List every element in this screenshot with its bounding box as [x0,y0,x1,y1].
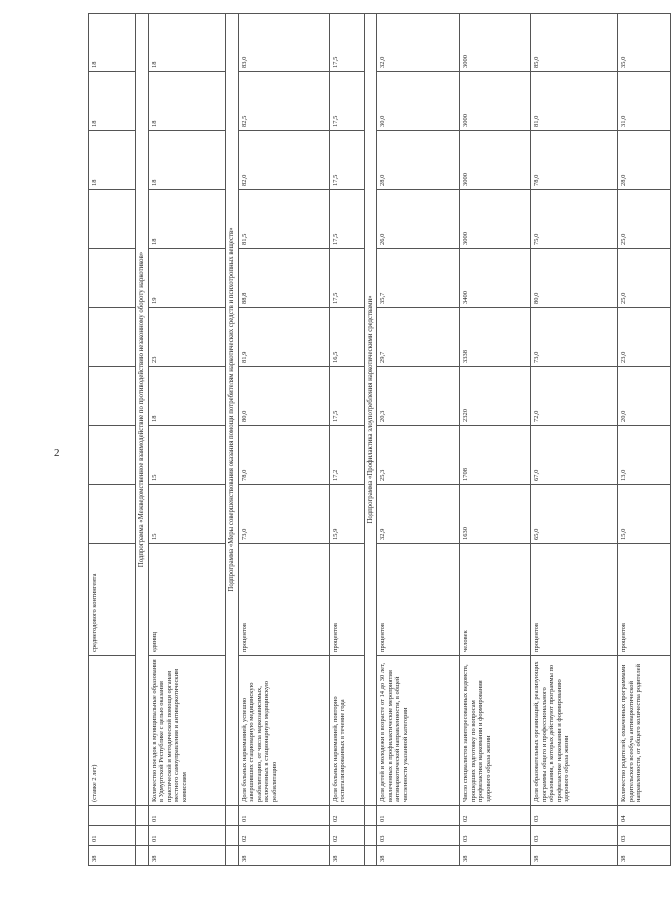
value-cell: 31,0 [618,72,671,131]
table-row [618,14,671,866]
sp-code: 03 [460,826,531,846]
value-cell: 3000 [460,131,531,190]
indicator-code: 03 [531,806,618,826]
value-cell: 65,0 [531,485,618,544]
value-cell: 15 [148,485,225,544]
value-cell: 32,0 [377,14,460,72]
value-cell: 28,0 [377,131,460,190]
value-cell: 1708 [460,426,531,485]
value-cell: 17,5 [329,367,364,426]
value-cell: 29,7 [377,308,460,367]
subprogram-title: Подпрограмма «Профилактика злоупотребления наркотическими средствами» [364,14,377,806]
value-cell: 25,0 [618,249,671,308]
value-cell: 26,0 [377,190,460,249]
value-cell: 1630 [460,485,531,544]
sp-code: 02 [329,826,364,846]
table-row [460,14,531,866]
value-cell: 18 [148,72,225,131]
value-cell: 82,5 [238,72,329,131]
value-cell: 15,9 [329,485,364,544]
gp-code: 38 [377,846,460,866]
value-cell: 18 [89,14,136,72]
value-cell: 15,0 [618,485,671,544]
value-cell: 18 [89,131,136,190]
value-cell: 75,0 [531,190,618,249]
unit: процентов [329,544,364,656]
value-cell: 17,5 [329,190,364,249]
table-row [238,14,329,866]
value-cell: 80,0 [531,249,618,308]
indicator-table [88,14,643,866]
gp-code: 38 [460,846,531,866]
indicator-name: Количество родителей, охваченных программами родительского всеобуча антинаркотической направленности, от общего количества родителей [618,656,671,806]
value-cell: 78,0 [531,131,618,190]
indicator-code: 02 [329,806,364,826]
indicator-name: Доля детей и молодежи в возрасте от 14 до 30 лет, вовлеченных в профилактические мероприятия антинаркотической направленности, в общей численности указанной категории [377,656,460,806]
value-cell: 18 [148,190,225,249]
table-row [329,14,364,866]
gp-code: 38 [618,846,671,866]
value-cell: 80,0 [238,367,329,426]
value-cell: 16,5 [329,308,364,367]
value-cell: 30,0 [377,72,460,131]
page-number: 2 [54,447,60,459]
unit: процентов [531,544,618,656]
value-cell: 35,0 [618,14,671,72]
value-cell: 17,5 [329,14,364,72]
unit: единиц [148,544,225,656]
value-cell [89,308,136,367]
value-cell: 17,5 [329,72,364,131]
gp-code: 38 [89,846,136,866]
indicator-name: Количество поездок в муниципальные образования в Удмуртской Республике с целью оказания практической и методической помощи органам местного самоуправления и антинаркотическим комиссиям [148,656,225,806]
gp-code: 38 [148,846,225,866]
value-cell: 78,0 [238,426,329,485]
value-cell: 73,0 [238,485,329,544]
value-cell: 81,5 [238,190,329,249]
value-cell: 17,5 [329,131,364,190]
value-cell: 17,2 [329,426,364,485]
value-cell: 67,0 [531,426,618,485]
value-cell: 32,9 [377,485,460,544]
value-cell: 18 [89,72,136,131]
indicator-code: 01 [377,806,460,826]
value-cell: 15 [148,426,225,485]
value-cell: 2320 [460,367,531,426]
gp-code: 38 [531,846,618,866]
unit: человек [460,544,531,656]
unit: процентов [238,544,329,656]
table-row [377,14,460,866]
indicator-code: 01 [148,806,225,826]
value-cell: 19 [148,249,225,308]
gp-code: 38 [238,846,329,866]
value-cell: 18 [148,367,225,426]
value-cell: 3000 [460,14,531,72]
indicator-name: (ставке 2 лет) [89,656,136,806]
table-row [148,14,225,866]
value-cell: 18 [148,14,225,72]
indicator-name: Доля больных наркоманией, успешно завершивших стационарную медицинскую реабилитацию, от числа наркозависимых, включенных в стационарную медицинскую реабилитацию [238,656,329,806]
value-cell: 25,3 [377,426,460,485]
sp-code: 03 [531,826,618,846]
subprogram-title: Подпрограмма «Межведомственное взаимодействие по противодействию незаконному обороту наркотиков» [136,14,149,806]
value-cell: 23 [148,308,225,367]
indicator-code: 04 [618,806,671,826]
value-cell: 17,5 [329,249,364,308]
value-cell: 18 [148,131,225,190]
sp-code: 03 [618,826,671,846]
value-cell: 3338 [460,308,531,367]
table-row [531,14,618,866]
indicator-name: Число специалистов заинтересованных ведомств, прошедших подготовку по вопросам профилактики наркомании и формирования здорового образа жизни [460,656,531,806]
value-cell: 28,0 [618,131,671,190]
value-cell: 73,0 [531,308,618,367]
sp-code: 01 [89,826,136,846]
sp-code: 03 [377,826,460,846]
value-cell: 35,7 [377,249,460,308]
sp-code: 01 [148,826,225,846]
value-cell: 3000 [460,72,531,131]
value-cell: 72,0 [531,367,618,426]
value-cell: 13,0 [618,426,671,485]
subprogram-row [225,14,238,866]
value-cell: 85,0 [531,14,618,72]
subprogram-row [136,14,149,866]
value-cell: 3000 [460,190,531,249]
value-cell [89,190,136,249]
value-cell [89,367,136,426]
value-cell [89,485,136,544]
indicator-code: 01 [238,806,329,826]
value-cell [89,426,136,485]
value-cell: 20,0 [618,367,671,426]
value-cell [89,249,136,308]
value-cell: 81,0 [531,72,618,131]
unit: процентов [377,544,460,656]
indicator-code: 02 [460,806,531,826]
sp-code: 02 [238,826,329,846]
table-row [89,14,136,866]
value-cell: 25,0 [618,190,671,249]
value-cell: 23,0 [618,308,671,367]
subprogram-title: Подпрограмма «Меры совершенствования оказания помощи потребителям наркотических средств и психотропных веществ» [225,14,238,806]
value-cell: 82,0 [238,131,329,190]
value-cell: 20,3 [377,367,460,426]
value-cell: 81,9 [238,308,329,367]
value-cell: 3400 [460,249,531,308]
value-cell: 88,8 [238,249,329,308]
indicator-name: Доля образовательных организаций, реализующих программы общего и профессионального образования, в которых действуют программы по профилактике наркомании и формированию здорового образа жизни [531,656,618,806]
gp-code: 38 [329,846,364,866]
unit: процентов [618,544,671,656]
subprogram-row [364,14,377,866]
value-cell: 83,0 [238,14,329,72]
unit: среднегодового контингента [89,544,136,656]
indicator-name: Доля больных наркоманией, повторно госпитализированных в течение года [329,656,364,806]
indicator-code [89,806,136,826]
